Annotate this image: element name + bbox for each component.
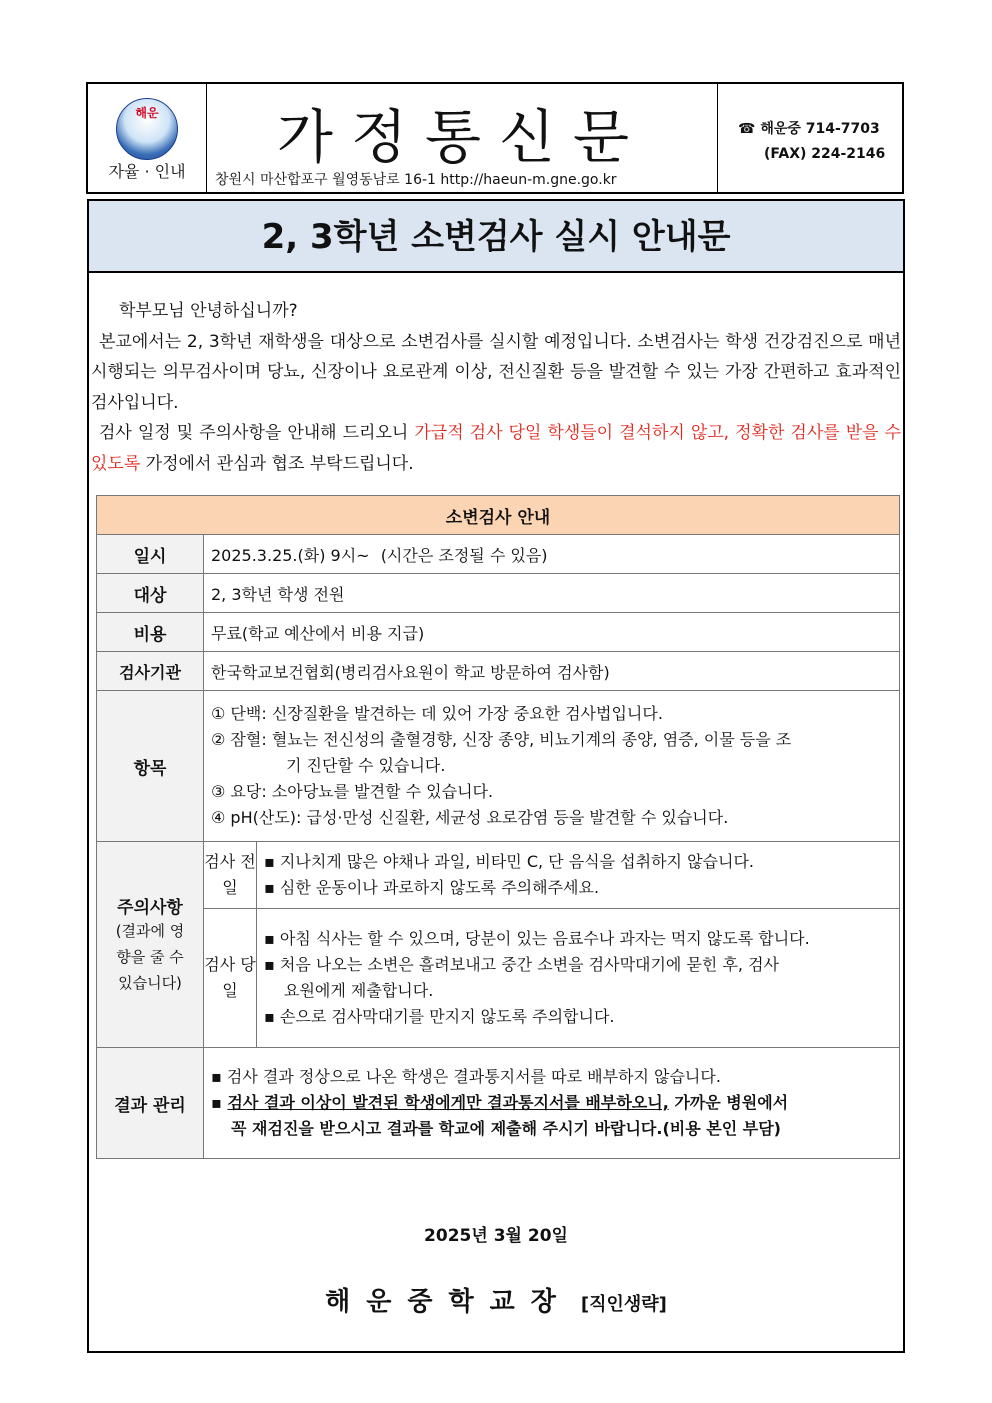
table-row [97,1048,900,1159]
org-label: 검사기관 [97,652,204,691]
school-address: 창원시 마산합포구 월영동남로 16-1 http://haeun-m.gne.go.kr [215,172,617,188]
title-cell [207,84,718,192]
letterhead [86,82,904,194]
list-item: ③ 요당: 소아당뇨를 발견할 수 있습니다. [211,782,494,801]
caution-label-cell [97,842,204,1048]
list-item: ▪ 지나치게 많은 야채나 과일, 비타민 C, 단 음식을 섭취하지 않습니다. [264,852,754,871]
intro-text [91,296,901,479]
result-rest: 가까운 병원에서 [668,1093,789,1112]
list-item: ▪ 아침 식사는 할 수 있으며, 당분이 있는 음료수나 과자는 먹지 않도록 합니다. [264,929,810,948]
test-items [204,691,900,842]
principal-signature [89,1281,903,1318]
table-row [97,842,900,909]
phone-number: ☎ 해운중 714-7703 [738,121,880,137]
result-list [204,1048,900,1159]
test-date: 2025.3.25.(화) 9시~ [211,545,370,565]
table-row [97,535,900,574]
intro-paragraph-2 [91,418,901,479]
result-label: 결과 관리 [97,1048,204,1159]
list-item: ④ pH(산도): 급성·만성 신질환, 세균성 요로감염 등을 발견할 수 있습니다. [211,808,729,827]
target-label: 대상 [97,574,204,613]
greeting: 학부모님 안녕하십니까? [119,301,298,321]
list-item: ▪ 심한 운동이나 과로하지 않도록 주의해주세요. [264,878,600,897]
table-row [97,652,900,691]
table-row [97,574,900,613]
table-row [97,909,900,1048]
list-item: ② 잠혈: 혈뇨는 전신성의 출혈경향, 신장 종양, 비뇨기계의 종양, 염증, 이물 등을 조 [211,730,792,749]
result-emphasis: 검사 결과 이상이 발견된 학생에게만 결과통지서를 배부하오니, [227,1093,669,1112]
principal-name: 해운중학교장 [325,1287,572,1317]
list-item: 요원에게 제출합니다. [284,981,434,1000]
table-row [97,691,900,842]
intro-paragraph-1: 본교에서는 2, 3학년 재학생을 대상으로 소변검사를 실시할 예정입니다. 소변검사는 학생 건강검진으로 매년 시행되는 의무검사이며 당뇨, 신장이나 요로관계 이상, 전신질환 등을 발견할 수 있는 가장 간편하고 효과적인 검사입니다. [91,331,901,413]
cost-label: 비용 [97,613,204,652]
notice-body [87,199,905,1353]
para2-start: 검사 일정 및 주의사항을 안내해 드리오니 [99,423,415,443]
org-value: 한국학교보건협회(병리검사요원이 학교 방문하여 검사함) [204,652,900,691]
day-of-list [257,909,900,1048]
list-item: ▪ 처음 나오는 소변은 흘려보내고 중간 소변을 검사막대기에 묻힌 후, 검사 [264,955,780,974]
school-motto: 자율 · 인내 [108,162,186,181]
table-heading: 소변검사 안내 [97,496,900,535]
caution-note: (결과에 영향을 줄 수 있습니다) [115,922,185,992]
newsletter-title: 가정통신문 [276,103,648,171]
caution-label: 주의사항 [117,898,183,918]
contact-cell [718,84,902,192]
bullet: ▪ [211,1093,228,1112]
para2-end: 가정에서 관심과 협조 부탁드립니다. [140,453,414,474]
list-item [211,1090,892,1116]
date-label: 일시 [97,535,204,574]
cost-value: 무료(학교 예산에서 비용 지급) [204,613,900,652]
table-row [97,613,900,652]
emblem-text: 해운 [135,106,159,120]
list-item: ① 단백: 신장질환을 발견하는 데 있어 가장 중요한 검사법입니다. [211,704,663,723]
date-value-cell [204,535,900,574]
day-of-label: 검사 당일 [204,909,257,1048]
list-item: 꼭 재검진을 받으시고 결과를 학교에 제출해 주시기 바랍니다.(비용 본인 부담) [231,1119,781,1138]
urine-test-info-table [96,495,900,1159]
target-value: 2, 3학년 학생 전원 [204,574,900,613]
seal-omitted: [직인생략] [580,1294,667,1315]
school-logo-cell [88,84,207,192]
notice-title: 2, 3학년 소변검사 실시 안내문 [89,201,903,273]
time-note: (시간은 조정될 수 있음) [380,545,548,565]
fax-number: (FAX) 224-2146 [764,146,886,162]
list-item: 기 진단할 수 있습니다. [286,756,446,775]
items-label: 항목 [97,691,204,842]
day-before-label: 검사 전일 [204,842,257,909]
day-before-list [257,842,900,909]
para2-emphasis: 가급적 검사 당일 학생들이 결석하지 않고, 정확한 검사를 받을 수 있도록 [91,423,901,474]
issue-date: 2025년 3월 20일 [424,1226,568,1246]
list-item: ▪ 검사 결과 정상으로 나온 학생은 결과통지서를 따로 배부하지 않습니다. [211,1067,721,1086]
list-item: ▪ 손으로 검사막대기를 만지지 않도록 주의합니다. [264,1007,615,1026]
